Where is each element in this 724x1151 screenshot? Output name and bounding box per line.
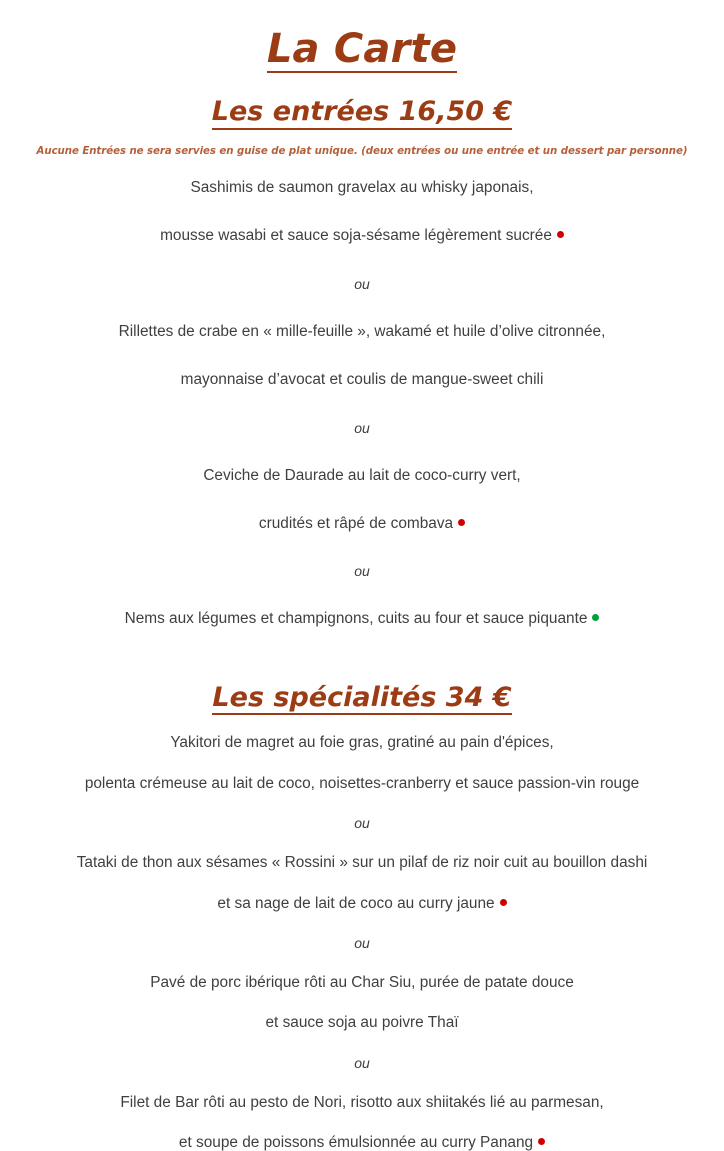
- dish-separator: ou: [354, 563, 370, 580]
- dish-line-text: Tataki de thon aux sésames « Rossini » sur un pilaf de riz noir cuit au bouillon dashi: [76, 854, 648, 872]
- dish-line: [14, 228, 710, 243]
- spicy-dot-icon: [458, 519, 465, 526]
- dish-line: [14, 1015, 710, 1030]
- section-heading-specialites-text: Les spécialités 34 €: [212, 683, 511, 716]
- dish-line-text: et sa nage de lait de coco au curry jaune: [217, 894, 495, 912]
- dish-line-text: et sauce soja au poivre Thaï: [265, 1014, 459, 1032]
- dish-separator: ou: [354, 935, 370, 952]
- dish-line: [14, 735, 710, 750]
- dish-item: [14, 735, 710, 791]
- vegetarian-dot-icon: [592, 614, 599, 621]
- dish-line: [14, 372, 710, 387]
- dish-line: [14, 1135, 710, 1150]
- spicy-dot-icon: [557, 231, 564, 238]
- dish-line: [14, 855, 710, 870]
- dish-line-text: mousse wasabi et sauce soja-sésame légèrement sucrée: [160, 227, 552, 245]
- dish-line-text: Pavé de porc ibérique rôti au Char Siu, purée de patate douce: [150, 974, 574, 992]
- specialites-dish-list: [14, 715, 710, 1150]
- spicy-dot-icon: [538, 1138, 545, 1145]
- section-heading-specialites: [14, 660, 710, 716]
- dish-line: [14, 324, 710, 339]
- dish-item: [14, 468, 710, 532]
- dish-line: [14, 180, 710, 195]
- dish-separator: ou: [354, 275, 370, 292]
- dish-line: [14, 1095, 710, 1110]
- page-title: [14, 0, 710, 73]
- dish-line-text: polenta crémeuse au lait de coco, noisettes-cranberry et sauce passion-vin rouge: [84, 774, 640, 792]
- dish-item: [14, 855, 710, 911]
- dish-item: [14, 324, 710, 388]
- section-heading-entrees-text: Les entrées 16,50 €: [212, 97, 512, 130]
- dish-line-text: mayonnaise d’avocat et coulis de mangue-sweet chili: [180, 371, 544, 389]
- dish-separator: ou: [354, 419, 370, 436]
- spicy-dot-icon: [500, 899, 507, 906]
- dish-item: [14, 180, 710, 244]
- page-title-text: La Carte: [266, 26, 458, 72]
- dish-line-text: et soupe de poissons émulsionnée au curry Panang: [178, 1134, 534, 1151]
- dish-item: [14, 1095, 710, 1151]
- dish-line-text: Rillettes de crabe en « mille-feuille », wakamé et huile d’olive citronnée,: [118, 322, 606, 340]
- dish-line: [14, 516, 710, 531]
- dish-line: [14, 611, 710, 626]
- dish-line: [14, 896, 710, 911]
- dish-item: [14, 975, 710, 1031]
- section-heading-entrees: [14, 73, 710, 130]
- section-entrees: [14, 73, 710, 627]
- entrees-dish-list: [14, 158, 710, 627]
- dish-separator: ou: [354, 1054, 370, 1071]
- dish-line-text: Nems aux légumes et champignons, cuits au four et sauce piquante: [124, 610, 588, 628]
- dish-line-text: Sashimis de saumon gravelax au whisky japonais,: [190, 178, 534, 196]
- dish-line-text: Yakitori de magret au foie gras, gratiné au pain d'épices,: [170, 734, 554, 752]
- dish-item: [14, 611, 710, 626]
- dish-line-text: Filet de Bar rôti au pesto de Nori, risotto aux shiitakés lié au parmesan,: [120, 1093, 604, 1111]
- dish-line: [14, 468, 710, 483]
- dish-line: [14, 776, 710, 791]
- dish-separator: ou: [354, 815, 370, 832]
- dish-line-text: Ceviche de Daurade au lait de coco-curry vert,: [203, 466, 521, 484]
- dish-line: [14, 975, 710, 990]
- section-specialites: [14, 660, 710, 1151]
- dish-line-text: crudités et râpé de combava: [258, 514, 454, 532]
- entrees-notice: Aucune Entrées ne sera servies en guise de plat unique. (deux entrées ou une entrée et un dessert par personne): [36, 145, 688, 157]
